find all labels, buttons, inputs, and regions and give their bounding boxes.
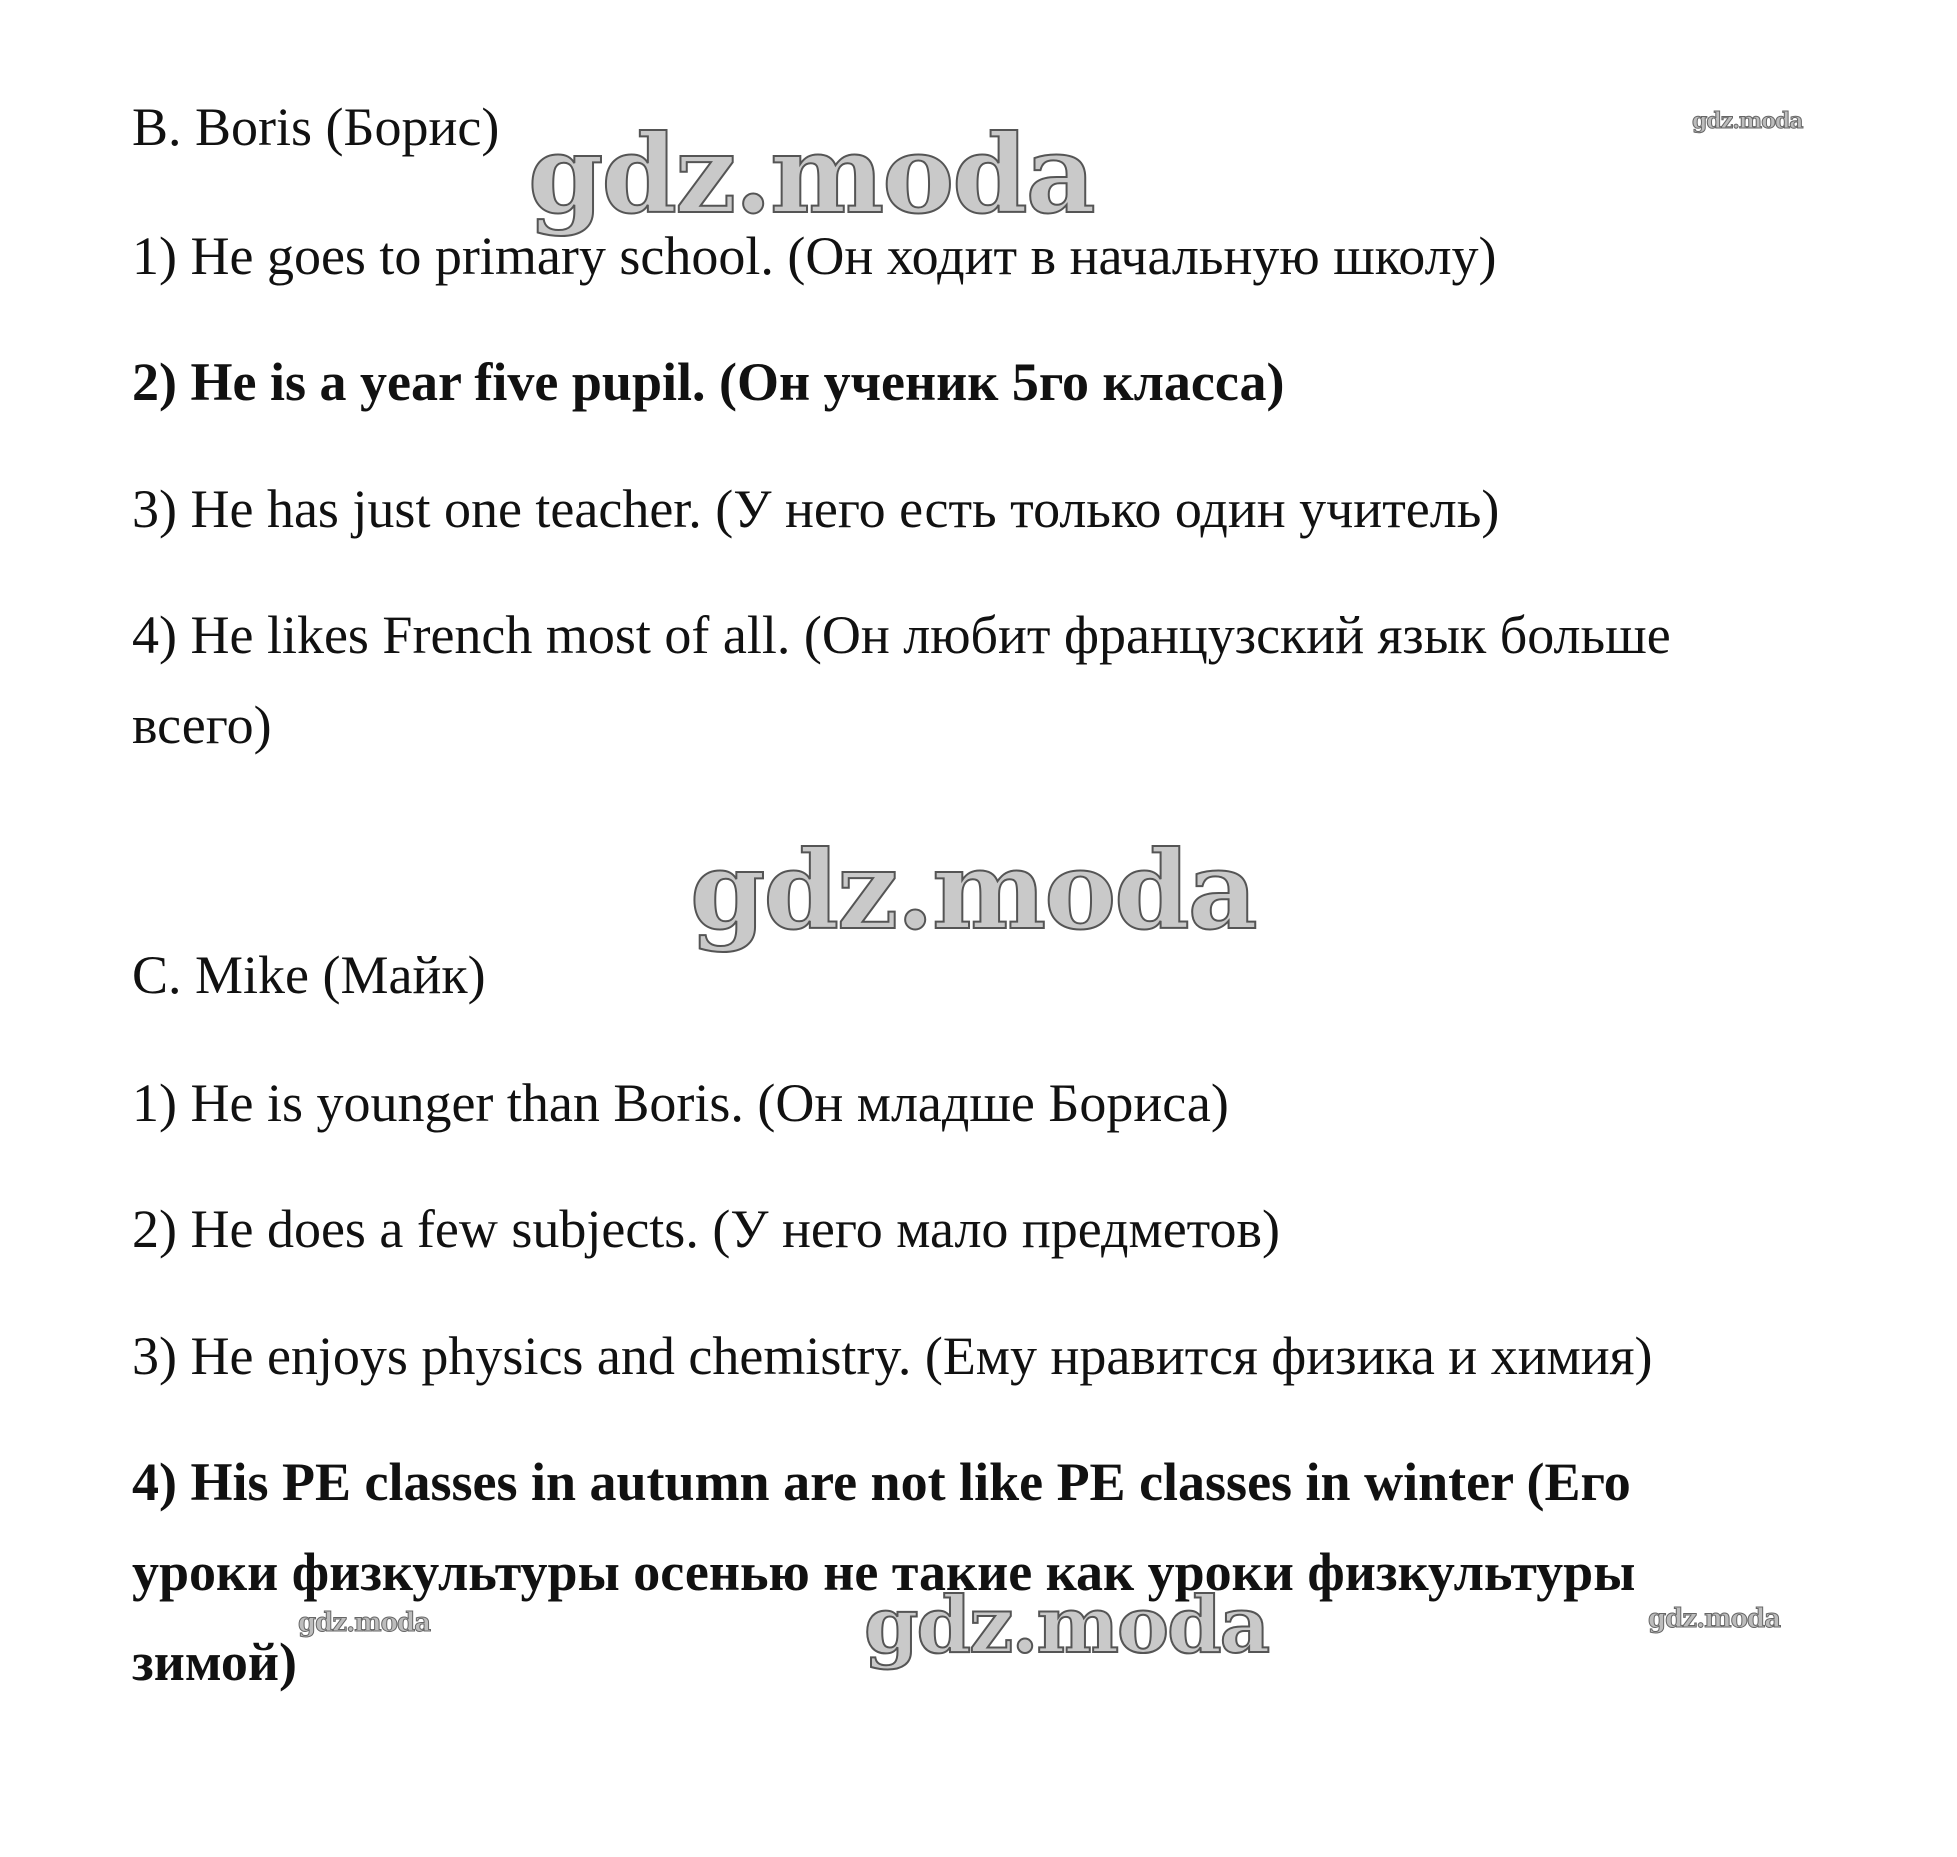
watermark-logo-middle: gdz.moda [690, 828, 1256, 954]
section-c-item-4-end: зимой) [132, 1632, 297, 1692]
section-b-item-3: 3) He has just one teacher. (У него есть только один учитель) [132, 479, 1500, 539]
section-b-heading: B. Boris (Борис) [132, 97, 500, 157]
section-b-item-4: 4) He likes French most of all. (Он любит французский язык больше [132, 605, 1671, 665]
section-c-item-4: 4) His PE classes in autumn are not like PE classes in winter (Его [132, 1452, 1631, 1512]
section-b-item-1: 1) He goes to primary school. (Он ходит в начальную школу) [132, 226, 1497, 286]
watermark-small-bottom-right: gdz.moda [1648, 1604, 1781, 1634]
watermark-logo-top: gdz.moda [528, 112, 1094, 238]
section-b-item-2: 2) He is a year five pupil. (Он ученик 5го класса) [132, 352, 1285, 412]
section-b-item-4-continued: всего) [132, 695, 272, 755]
section-c-heading: C. Mike (Майк) [132, 945, 486, 1005]
section-c-item-1: 1) He is younger than Boris. (Он младше Бориса) [132, 1073, 1229, 1133]
watermark-small-bottom-left: gdz.moda [298, 1608, 431, 1638]
section-c-item-3: 3) He enjoys physics and chemistry. (Ему нравится физика и химия) [132, 1326, 1653, 1386]
watermark-small-top-right: gdz.moda [1692, 108, 1803, 134]
watermark-logo-bottom: gdz.moda [864, 1580, 1269, 1671]
section-c-item-4-continued: уроки физкультуры осенью не такие как уроки физкультуры [132, 1542, 1636, 1602]
section-c-item-2: 2) He does a few subjects. (У него мало предметов) [132, 1199, 1281, 1259]
